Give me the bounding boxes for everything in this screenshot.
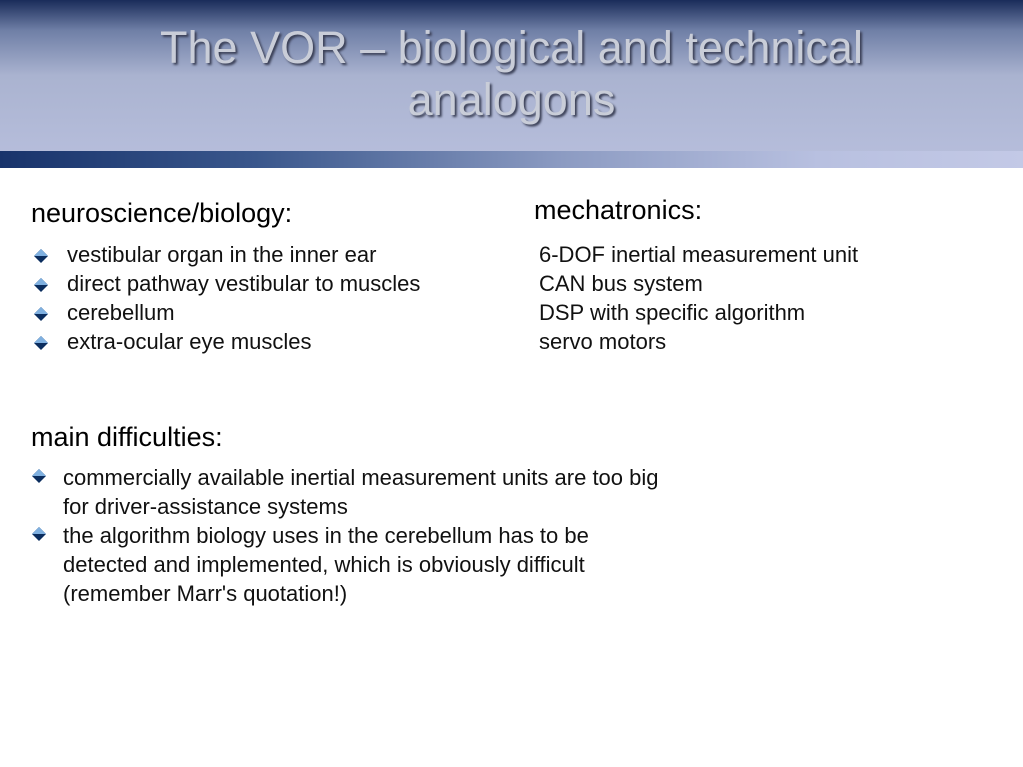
- list-item-line: commercially available inertial measurement units are too big: [63, 465, 659, 490]
- blue-diamond-bullet-icon: [32, 527, 46, 541]
- list-item: [31, 269, 420, 298]
- list-item-text: extra-ocular eye muscles: [67, 329, 312, 354]
- list-item-text: direct pathway vestibular to muscles: [67, 271, 421, 296]
- blue-diamond-bullet-icon: [32, 469, 46, 483]
- list-item-line: detected and implemented, which is obviously difficult: [63, 552, 585, 577]
- biology-list: [31, 240, 420, 356]
- list-item: CAN bus system: [539, 271, 703, 296]
- list-item: [31, 298, 420, 327]
- list-item-line: the algorithm biology uses in the cerebellum has to be: [63, 523, 589, 548]
- difficulties-list: [31, 463, 811, 608]
- list-item-text: cerebellum: [67, 300, 175, 325]
- biology-heading: neuroscience/biology:: [31, 198, 293, 228]
- list-item: [31, 327, 420, 356]
- mechatronics-heading: mechatronics:: [534, 195, 703, 225]
- list-item: [31, 521, 811, 608]
- title-line-1: The VOR – biological and technical: [160, 22, 863, 73]
- title-header: [0, 0, 1023, 168]
- title-line-2: analogons: [407, 74, 616, 125]
- list-item-text: vestibular organ in the inner ear: [67, 242, 377, 267]
- slide-title: [60, 22, 963, 126]
- list-item: servo motors: [539, 329, 667, 354]
- list-item-line: for driver-assistance systems: [63, 494, 348, 519]
- list-item: DSP with specific algorithm: [539, 300, 806, 325]
- blue-diamond-bullet-icon: [34, 278, 48, 292]
- blue-diamond-bullet-icon: [34, 307, 48, 321]
- list-item: [31, 240, 420, 269]
- mechatronics-list: [539, 240, 858, 356]
- difficulties-heading: main difficulties:: [31, 422, 223, 452]
- header-band: [0, 151, 1023, 168]
- blue-diamond-bullet-icon: [34, 249, 48, 263]
- list-item: 6-DOF inertial measurement unit: [539, 242, 859, 267]
- list-item: [31, 463, 811, 521]
- list-item-line: (remember Marr's quotation!): [63, 581, 348, 606]
- blue-diamond-bullet-icon: [34, 336, 48, 350]
